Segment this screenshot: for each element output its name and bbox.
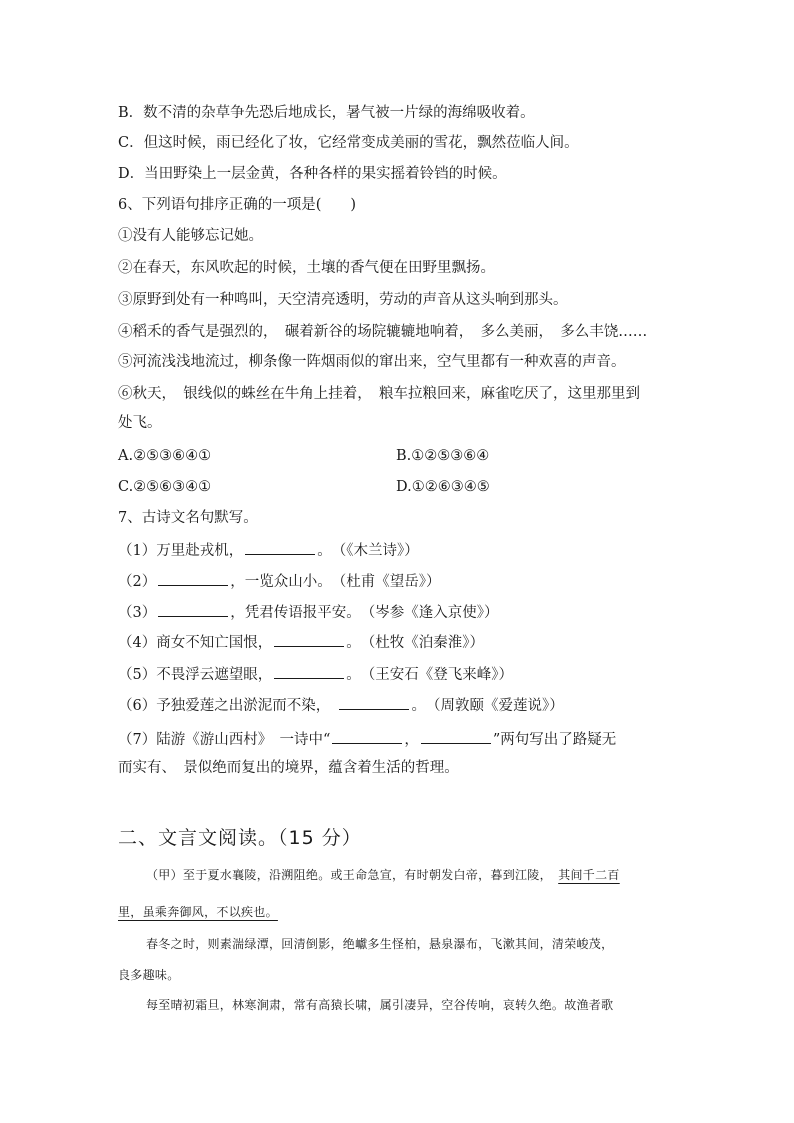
q6-item-4: ④稻禾的香气是强烈的， 碾着新谷的场院辘辘地响着， 多么美丽， 多么丰饶…… [118,324,648,340]
q7-s7-tail: ”两句写出了路疑无 [492,732,617,748]
q6-option-a: A.②⑤③⑥④① [118,448,212,464]
q7-s6-source: 。 （周敦颐《爱莲说》） [411,698,564,714]
answer-blank[interactable] [339,695,409,710]
q7-s2-source: ，一览众山小。 （杜甫《望岳》） [230,574,441,590]
passage-para-3: 每至晴初霜旦，林寒涧肃，常有高猿长啸，属引凄异，空谷传响，哀转久绝。故渔者歌 [146,998,614,1012]
q7-s1-text: （1）万里赴戎机， [118,543,244,559]
underlined-sentence-cont: 里，虽乘奔御风，不以疾也。 [118,905,278,919]
answer-blank[interactable] [332,729,402,744]
q7-sentence-2 [118,571,440,592]
q6-item-1: ①没有人能够忘记她。 [118,228,263,244]
answer-blank[interactable] [274,664,344,679]
answer-blank[interactable] [158,602,228,617]
q6-item-5: ⑤河流浅浅地流过，柳条像一阵烟雨似的窜出来，空气里都有一种欢喜的声音。 [118,354,626,370]
section-heading: 二、文言文阅读。（15 分） [118,827,362,849]
q7-s4-source: 。 （杜牧《泊秦淮》） [346,635,484,651]
q7-sentence-4 [118,632,484,653]
q7-s7-comma: ， [404,732,419,748]
q7-sentence-7 [118,729,616,750]
q7-s4-text: （4）商女不知亡国恨， [118,635,273,651]
answer-blank[interactable] [421,729,491,744]
q6-item-2: ②在春天，东风吹起的时候，土壤的香气便在田野里飘扬。 [118,260,495,276]
q5-option-c: C．但这时候，雨已经化了妆，它经常变成美丽的雪花，飘然莅临人间。 [118,135,579,151]
q7-s2-text: （2） [118,574,157,590]
q7-s5-text: （5）不畏浮云遮望眼， [118,667,273,683]
q7-s3-source: ，凭君传语报平安。 （岑参《逢入京使》） [230,605,499,621]
underlined-sentence: 其间千二百 [558,868,620,882]
q6-option-b: B.①②⑤③⑥④ [396,448,490,464]
q5-option-d: D．当田野染上一层金黄，各种各样的果实摇着铃铛的时候。 [118,166,507,182]
q7-sentence-6 [118,695,564,716]
q6-item-6-cont: 处飞。 [118,415,162,431]
q7-s1-source: 。 （《木兰诗》） [317,543,419,559]
passage-para-2: 春冬之时，则素湍绿潭，回清倒影，绝巘多生怪柏，悬泉瀑布，飞漱其间，清荣峻茂， [146,937,614,951]
q7-stem: 7、古诗文名句默写。 [118,510,258,526]
q7-s5-source: 。 （王安石《登飞来峰》） [346,667,513,683]
q7-s7-text: （7）陆游《游山西村》 一诗中“ [118,732,331,748]
q7-sentence-7-cont: 而实有、 景似绝而复出的境界，蕴含着生活的哲理。 [118,760,459,776]
q6-option-d: D.①②⑥③④⑤ [396,479,490,495]
q6-option-c: C.②⑤⑥③④① [118,479,212,495]
q7-s3-text: （3） [118,605,157,621]
q6-item-3: ③原野到处有一种鸣叫，天空清亮透明，劳动的声音从这头响到那头。 [118,292,568,308]
q5-option-b: B．数不清的杂草争先恐后地成长，暑气被一片绿的海绵吸收着。 [118,105,535,121]
passage-para-2-cont: 良多趣味。 [118,968,180,982]
answer-blank[interactable] [158,571,228,586]
q7-s6-text: （6）予独爱莲之出淤泥而不染， [118,698,338,714]
answer-blank[interactable] [245,540,315,555]
q7-sentence-3 [118,602,498,623]
answer-blank[interactable] [274,632,344,647]
passage-text: （甲）至于夏水襄陵，沿溯阻绝。或王命急宣，有时朝发白帝，暮到江陵， [146,868,559,882]
q6-stem: 6、下列语句排序正确的一项是( ) [118,197,357,213]
passage-jia-line-1 [146,866,620,884]
q6-item-6: ⑥秋天， 银线似的蛛丝在牛角上挂着， 粮车拉粮回来，麻雀吃厌了，这里那里到 [118,386,640,402]
q7-sentence-5 [118,664,513,685]
q7-sentence-1 [118,540,419,561]
